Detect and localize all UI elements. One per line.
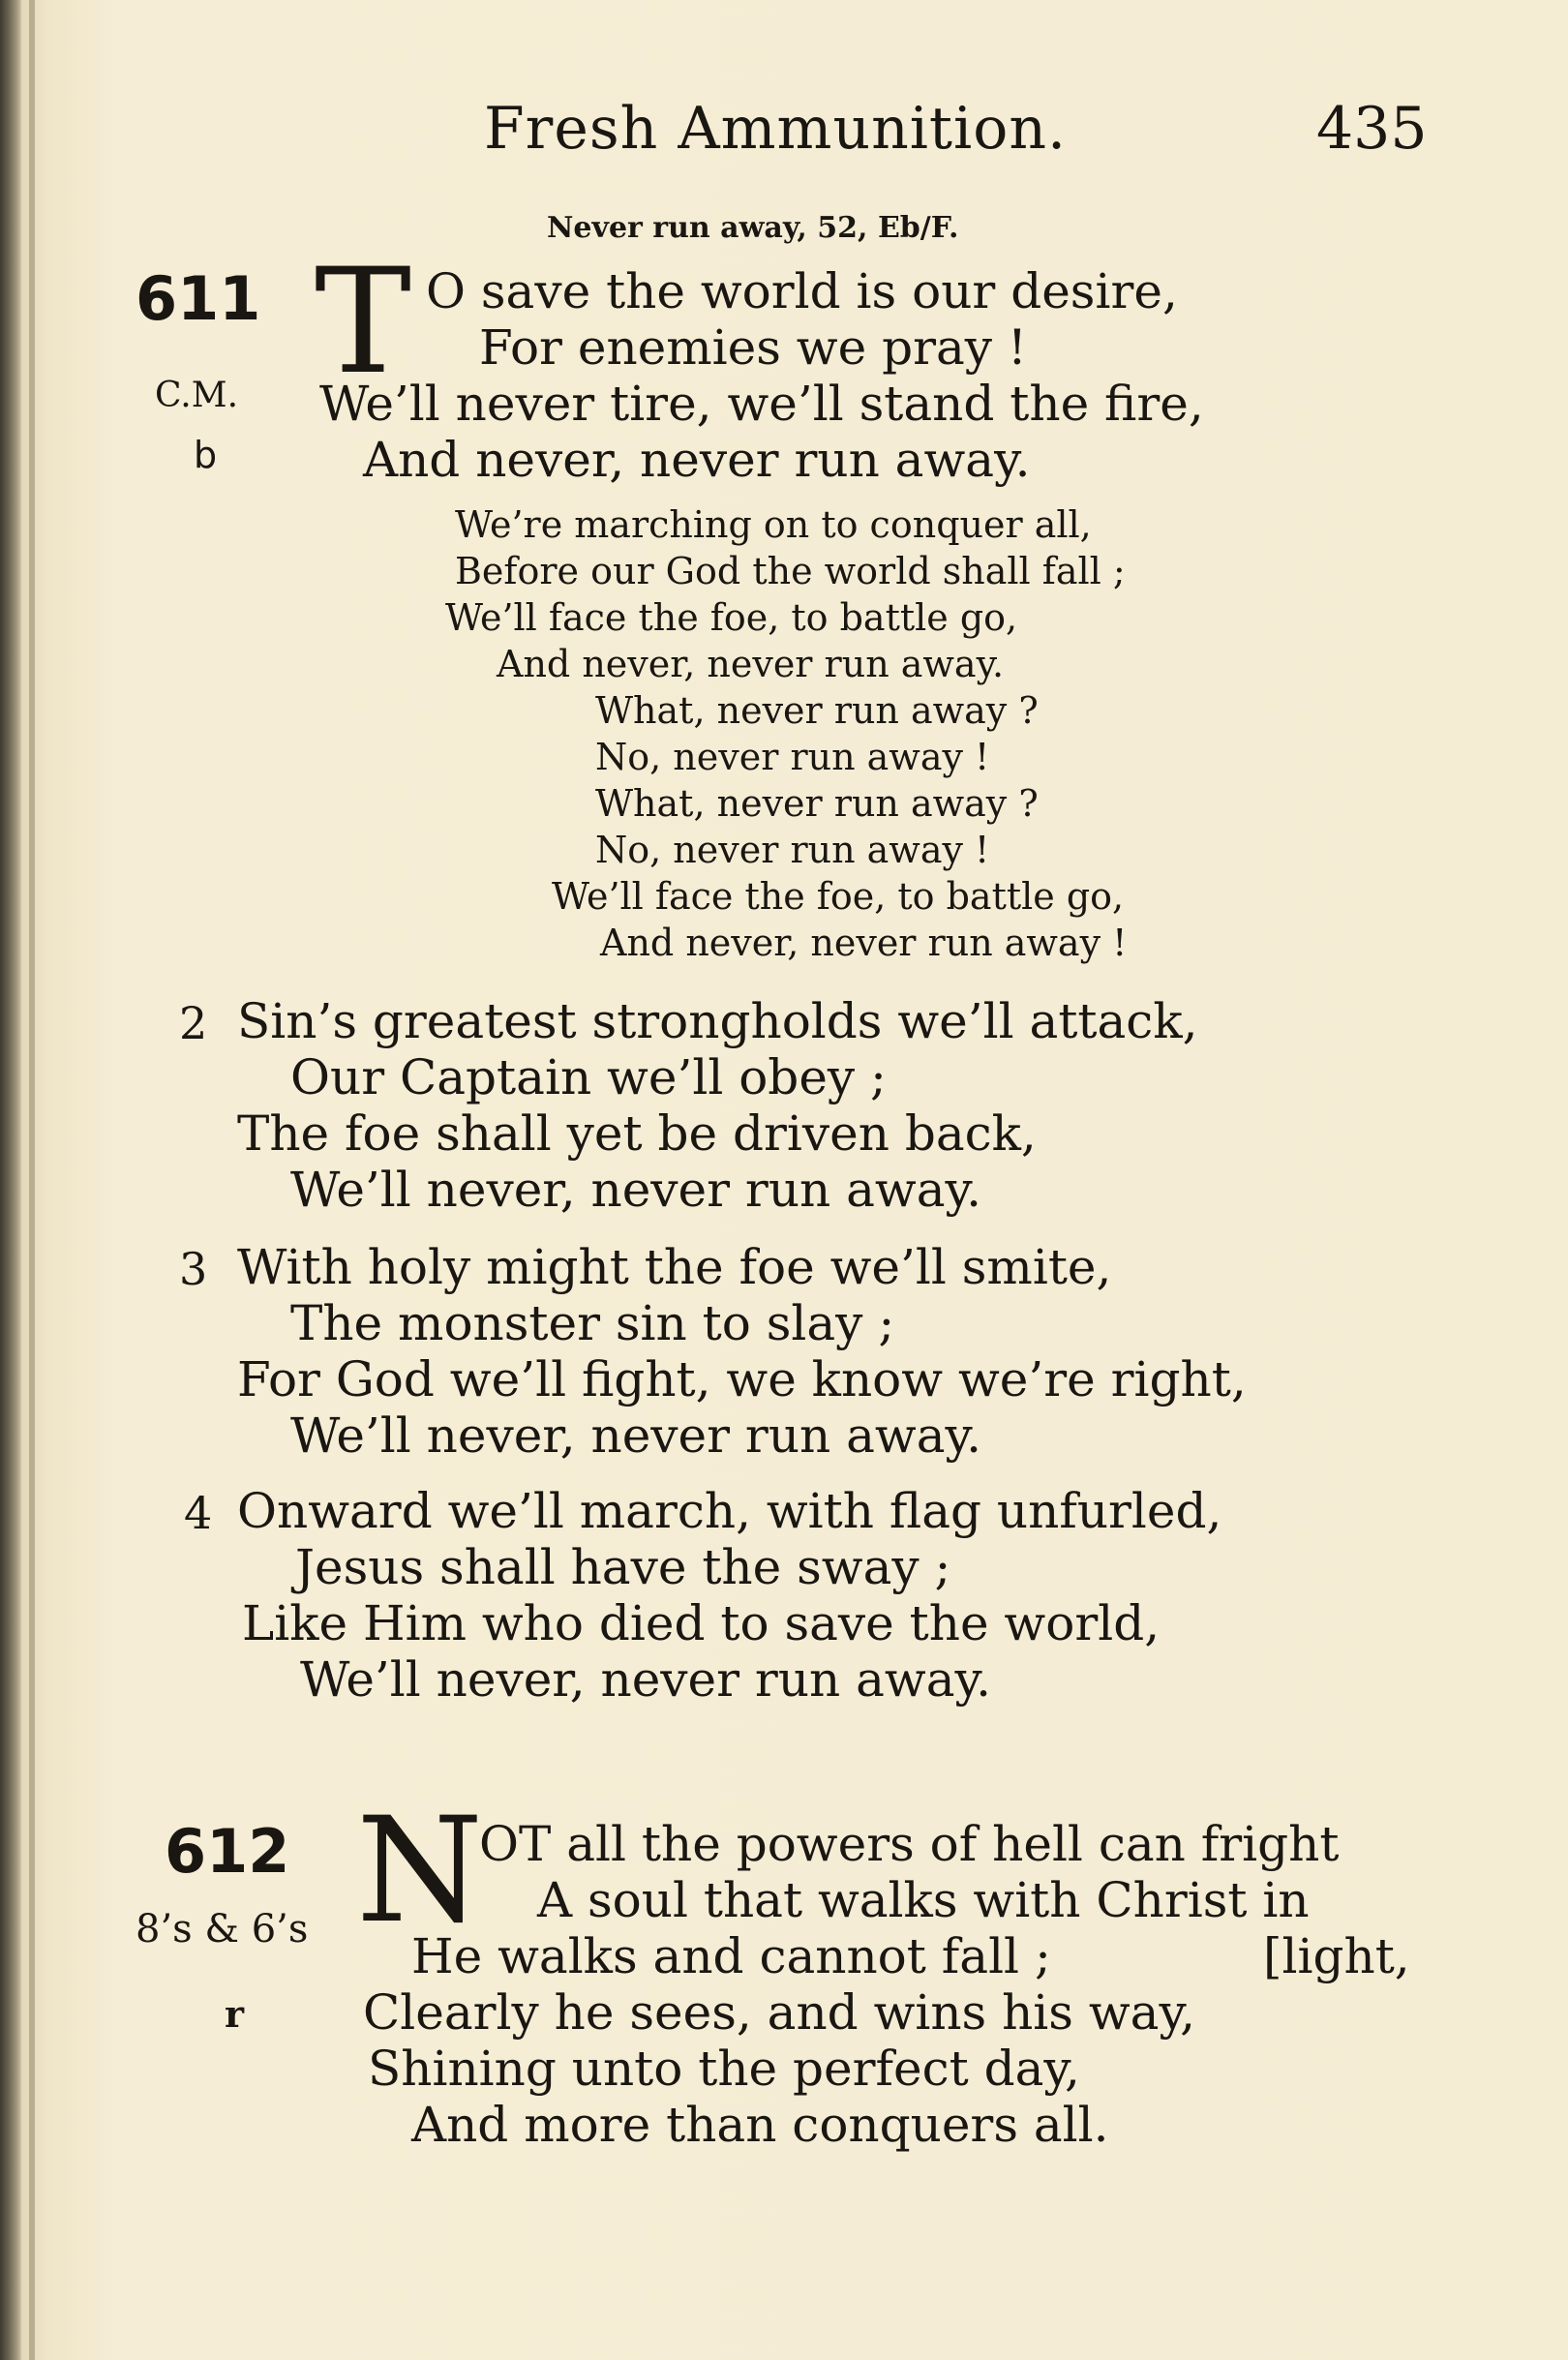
hymn-number-611: 611 xyxy=(136,263,261,334)
verse-4-line-4: We’ll never, never run away. xyxy=(300,1651,992,1708)
verse-2-line-4: We’ll never, never run away. xyxy=(290,1162,982,1218)
book-binding xyxy=(0,0,21,2360)
chorus-line-4: And never, never run away. xyxy=(497,643,1005,685)
hymn-612-line-6: And more than conquers all. xyxy=(411,2097,1109,2153)
hymn-611-line-1: O save the world is our desire, xyxy=(426,263,1178,319)
verse-number-3: 3 xyxy=(179,1243,208,1295)
hymn-612-line-3: He walks and cannot fall ; xyxy=(411,1928,1051,1984)
chorus-line-5: What, never run away ? xyxy=(595,689,1039,732)
chorus-line-6: No, never run away ! xyxy=(595,736,990,778)
verse-3-line-3: For God we’ll fight, we know we’re right, xyxy=(237,1351,1247,1407)
drop-cap-611: T xyxy=(315,238,412,407)
tune-reference: Never run away, 52, Eb/F. xyxy=(547,211,959,245)
verse-2-line-3: The foe shall yet be driven back, xyxy=(237,1105,1037,1162)
hymn-612-line-5: Shining unto the perfect day, xyxy=(368,2041,1080,2097)
hymn-611-line-2: For enemies we pray ! xyxy=(479,319,1028,376)
verse-4-line-1: Onward we’ll march, with flag unfurled, xyxy=(237,1483,1222,1539)
chorus-line-7: What, never run away ? xyxy=(595,782,1039,825)
hymn-meter-611: C.M. xyxy=(155,376,239,415)
verse-3-line-1: With holy might the foe we’ll smite, xyxy=(237,1239,1112,1295)
hymn-612-line-1: OT all the powers of hell can fright xyxy=(479,1816,1340,1872)
hymn-meter-612: 8’s & 6’s xyxy=(136,1907,309,1952)
hymn-612-line-3-carry: [light, xyxy=(1263,1928,1410,1984)
verse-4-line-3: Like Him who died to save the world, xyxy=(242,1595,1161,1651)
verse-number-4: 4 xyxy=(184,1487,213,1539)
hymn-612-line-2: A soul that walks with Christ in xyxy=(537,1872,1310,1928)
hymn-number-612: 612 xyxy=(165,1816,290,1887)
verse-3-line-4: We’ll never, never run away. xyxy=(290,1407,982,1464)
chorus-line-10: And never, never run away ! xyxy=(600,922,1128,964)
hymn-611-line-3: We’ll never tire, we’ll stand the fire, xyxy=(319,376,1204,432)
running-header-title: Fresh Ammunition. xyxy=(484,95,1068,163)
verse-3-line-2: The monster sin to slay ; xyxy=(290,1295,895,1351)
verse-2-line-2: Our Captain we’ll obey ; xyxy=(290,1049,887,1105)
hymn-key-612: r xyxy=(225,1992,245,2036)
chorus-line-1: We’re marching on to conquer all, xyxy=(455,503,1092,546)
hymn-612-line-4: Clearly he sees, and wins his way, xyxy=(363,1984,1195,2041)
verse-number-2: 2 xyxy=(179,997,208,1049)
verse-4-line-2: Jesus shall have the sway ; xyxy=(295,1539,951,1595)
hymn-key-611: b xyxy=(194,434,218,476)
chorus-line-2: Before our God the world shall fall ; xyxy=(455,550,1126,592)
chorus-line-8: No, never run away ! xyxy=(595,829,990,871)
drop-cap-612: N xyxy=(356,1787,484,1955)
chorus-line-3: We’ll face the foe, to battle go, xyxy=(445,596,1018,639)
book-binding-edge xyxy=(29,0,35,2360)
chorus-line-9: We’ll face the foe, to battle go, xyxy=(552,875,1125,918)
page-number: 435 xyxy=(1316,95,1428,163)
verse-2-line-1: Sin’s greatest strongholds we’ll attack, xyxy=(237,993,1198,1049)
hymn-611-line-4: And never, never run away. xyxy=(363,432,1031,488)
